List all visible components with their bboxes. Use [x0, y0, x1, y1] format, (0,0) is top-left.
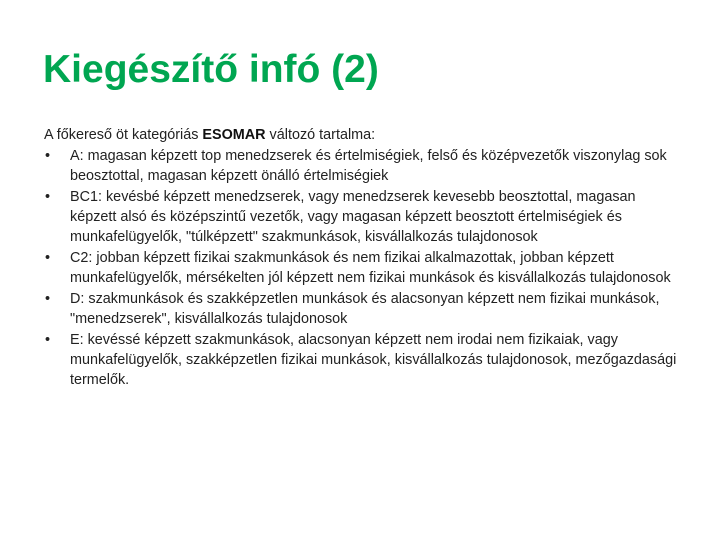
intro-text-after: változó tartalma: — [265, 127, 376, 143]
bullet-item-c2 — [44, 248, 684, 288]
slide-title: Kiegészítő infó (2) — [43, 48, 379, 91]
bullet-dot-icon: • — [45, 332, 51, 348]
bullet-dot-icon: • — [45, 250, 51, 266]
bullet-item-a — [44, 146, 684, 186]
slide-body — [44, 125, 684, 390]
bullet-item-e — [44, 330, 684, 390]
intro-emphasis: ESOMAR — [202, 127, 266, 143]
bullet-dot-icon: • — [45, 189, 51, 205]
bullet-list — [44, 146, 684, 390]
intro-text-before: A főkereső öt kategóriás — [44, 127, 203, 143]
bullet-dot-icon: • — [45, 148, 51, 164]
bullet-item-bc1 — [44, 187, 684, 247]
bullet-text-a: A: magasan képzett top menedzserek és értelmiségiek, felső és középvezetők viszonylag sok beosztottal, magasan képzett önálló értelmiségiek — [70, 148, 667, 184]
bullet-text-e: E: kevéssé képzett szakmunkások, alacsonyan képzett nem irodai nem fizikaiak, vagy munkafelügyelők, szakképzetlen fizikai munkások, kisvállalkozás tulajdonosok, mezőgazdasági termelők. — [70, 332, 677, 388]
bullet-item-d — [44, 289, 684, 329]
intro-text — [44, 125, 684, 145]
bullet-text-d: D: szakmunkások és szakképzetlen munkások és alacsonyan képzett nem fizikai munkások, "menedzserek", kisvállalkozás tulajdonosok — [70, 291, 660, 327]
bullet-dot-icon: • — [45, 291, 51, 307]
bullet-text-c2: C2: jobban képzett fizikai szakmunkások és nem fizikai alkalmazottak, jobban képzett munkafelügyelők, mérsékelten jól képzett nem fizikai munkások és kisvállalkozás tulajdonosok — [70, 250, 671, 286]
bullet-text-bc1: BC1: kevésbé képzett menedzserek, vagy menedzserek kevesebb beosztottal, magasan képzett alsó és középszintű vezetők, vagy magasan képzett beosztott értelmiségiek és munkafelügyelők, "túlképzett" szakmunkások, kisvállalkozás tulajdonosok — [70, 189, 636, 245]
